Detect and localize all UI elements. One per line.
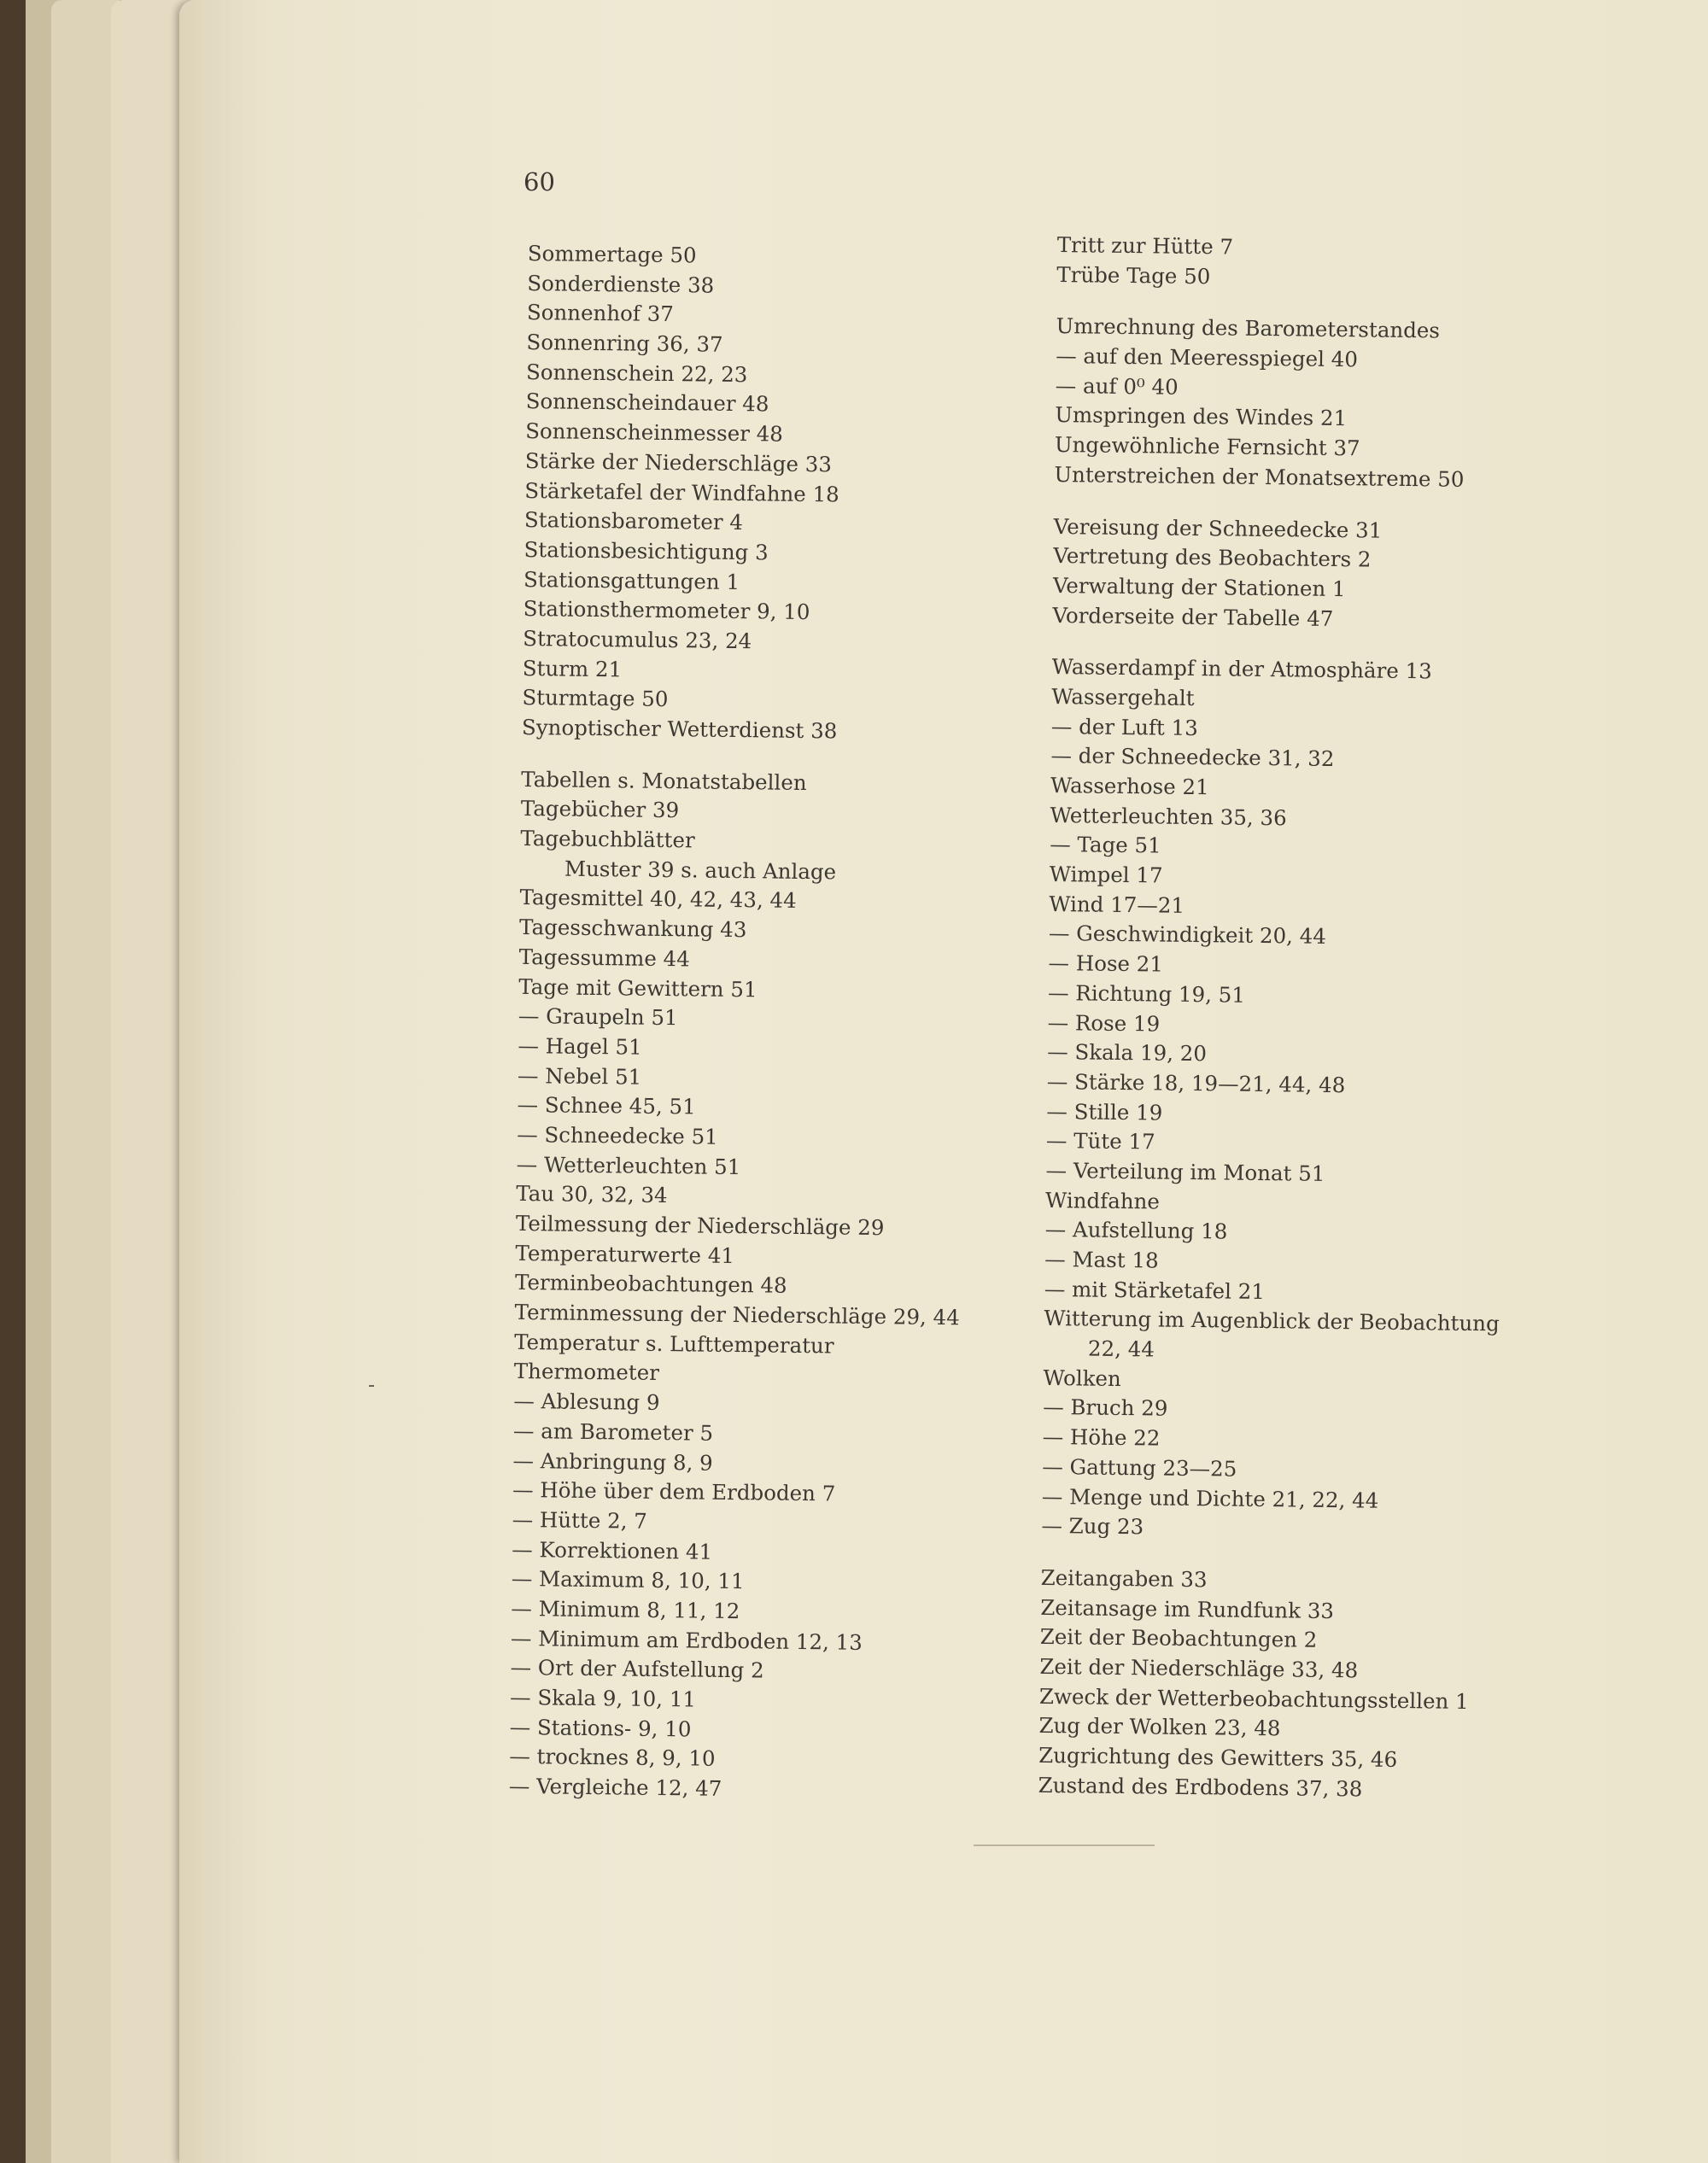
index-entry: — Nebel 51 xyxy=(517,1062,642,1090)
index-entry: Sturmtage 50 xyxy=(522,685,669,712)
index-entry: — mit Stärketafel 21 xyxy=(1044,1276,1266,1304)
index-entry: Wimpel 17 xyxy=(1049,862,1163,888)
index-entry: Temperatur s. Lufttemperatur xyxy=(514,1329,834,1359)
index-entry: — Gattung 23—25 xyxy=(1042,1453,1237,1482)
index-entry: — Tüte 17 xyxy=(1045,1128,1155,1155)
index-entry: — am Barometer 5 xyxy=(512,1418,714,1446)
index-entry: Zug der Wolken 23, 48 xyxy=(1038,1713,1281,1741)
index-entry: Sommertage 50 xyxy=(527,240,697,268)
index-entry: — Schnee 45, 51 xyxy=(517,1092,696,1119)
index-entry: — Skala 19, 20 xyxy=(1047,1039,1208,1067)
index-entry: Vereisung der Schneedecke 31 xyxy=(1053,513,1383,543)
index-entry: Umrechnung des Barometerstandes xyxy=(1056,313,1441,343)
index-column-left xyxy=(509,239,973,1807)
index-entry: Sonnenschein 22, 23 xyxy=(525,359,748,387)
index-entry: — auf 0⁰ 40 xyxy=(1055,372,1179,400)
margin-mark xyxy=(369,1385,374,1387)
index-entry: Zustand des Erdbodens 37, 38 xyxy=(1038,1772,1363,1802)
index-entry: — Skala 9, 10, 11 xyxy=(509,1684,697,1712)
index-entry-continuation: 22, 44 xyxy=(1087,1336,1155,1362)
index-entry: Stärketafel der Windfahne 18 xyxy=(524,477,839,506)
index-entry: Vorderseite der Tabelle 47 xyxy=(1052,602,1334,631)
index-entry: Stationsbarometer 4 xyxy=(524,507,744,535)
end-rule xyxy=(974,1844,1155,1846)
index-entry: Temperaturwerte 41 xyxy=(515,1240,735,1268)
index-entry: Stationsgattungen 1 xyxy=(523,566,740,594)
index-entry: Terminbeobachtungen 48 xyxy=(514,1270,787,1299)
index-entry: — Zug 23 xyxy=(1041,1513,1144,1540)
index-entry-continuation: Muster 39 s. auch Anlage xyxy=(564,856,837,885)
index-entry: Zweck der Wetterbeobachtungsstellen 1 xyxy=(1038,1683,1469,1714)
index-entry: — der Schneedecke 31, 32 xyxy=(1050,743,1335,772)
index-entry: — Hütte 2, 7 xyxy=(512,1506,648,1534)
index-entry: — Hagel 51 xyxy=(518,1032,642,1060)
index-entry: — Höhe über dem Erdboden 7 xyxy=(512,1477,836,1506)
index-entry: Sonderdienste 38 xyxy=(527,270,715,298)
index-entry: — Maximum 8, 10, 11 xyxy=(511,1566,745,1594)
index-entry: Zugrichtung des Gewitters 35, 46 xyxy=(1038,1742,1398,1772)
index-entry: Zeit der Niederschläge 33, 48 xyxy=(1039,1653,1359,1683)
index-entry: Zeitansage im Rundfunk 33 xyxy=(1040,1594,1335,1623)
index-entry: — Wetterleuchten 51 xyxy=(516,1151,741,1179)
index-entry: Windfahne xyxy=(1044,1187,1161,1214)
index-entry: Sonnenscheinmesser 48 xyxy=(525,418,784,447)
index-entry: Stationsbesichtigung 3 xyxy=(524,536,769,565)
index-entry: — Aufstellung 18 xyxy=(1044,1217,1228,1244)
index-entry: — Minimum 8, 11, 12 xyxy=(511,1595,740,1624)
index-entry: Tagesschwankung 43 xyxy=(518,915,747,943)
index-entry: Wind 17—21 xyxy=(1049,891,1185,918)
index-entry: — Anbringung 8, 9 xyxy=(512,1447,713,1476)
index-entry: Sonnenscheindauer 48 xyxy=(525,389,769,417)
index-entry: — Mast 18 xyxy=(1044,1246,1159,1273)
index-entry: Umspringen des Windes 21 xyxy=(1055,402,1348,431)
index-entry: Tau 30, 32, 34 xyxy=(516,1181,668,1208)
index-entry: — Rose 19 xyxy=(1047,1009,1161,1037)
index-column-right xyxy=(1038,231,1513,1806)
index-entry: Sonnenring 36, 37 xyxy=(526,330,723,357)
index-entry: Trübe Tage 50 xyxy=(1056,261,1211,289)
index-entry: Vertretung des Beobachters 2 xyxy=(1053,543,1372,572)
index-entry: — der Luft 13 xyxy=(1050,713,1198,740)
index-entry: Wassergehalt xyxy=(1051,683,1195,710)
index-entry: Wolken xyxy=(1043,1365,1121,1391)
index-entry: Terminmessung der Niederschläge 29, 44 xyxy=(514,1299,960,1330)
index-entry: — Höhe 22 xyxy=(1042,1424,1161,1451)
index-entry: Tagesmittel 40, 42, 43, 44 xyxy=(519,885,797,914)
index-entry: — Tage 51 xyxy=(1050,832,1161,858)
index-entry: — Stille 19 xyxy=(1046,1098,1163,1125)
index-entry: Tagessumme 44 xyxy=(518,944,690,972)
index-entry: Zeitangaben 33 xyxy=(1040,1564,1208,1593)
index-entry: — Ablesung 9 xyxy=(513,1388,660,1416)
index-entry: Wasserhose 21 xyxy=(1050,772,1209,800)
index-entry: Tagebücher 39 xyxy=(520,796,680,823)
index-entry: — Korrektionen 41 xyxy=(512,1536,713,1564)
index-entry: — Ort der Aufstellung 2 xyxy=(510,1655,764,1683)
index-entry: Sturm 21 xyxy=(522,655,623,682)
index-entry: Zeit der Beobachtungen 2 xyxy=(1039,1624,1318,1653)
page-number: 60 xyxy=(524,167,555,196)
index-entry: — Stations- 9, 10 xyxy=(509,1714,692,1742)
index-entry: — Minimum am Erdboden 12, 13 xyxy=(510,1625,863,1655)
index-entry: Tage mit Gewittern 51 xyxy=(518,973,757,1002)
index-entry: — Hose 21 xyxy=(1048,950,1164,977)
index-entry: Tritt zur Hütte 7 xyxy=(1056,231,1234,260)
index-entry: Stationsthermometer 9, 10 xyxy=(523,596,810,625)
index-entry: — Geschwindigkeit 20, 44 xyxy=(1048,921,1327,950)
index-entry: Thermometer xyxy=(513,1359,660,1386)
index-entry: — auf den Meeresspiegel 40 xyxy=(1056,343,1359,372)
index-entry: Tagebuchblätter xyxy=(520,826,695,853)
index-entry: — Graupeln 51 xyxy=(518,1003,678,1031)
index-entry: Sonnenhof 37 xyxy=(526,300,675,327)
index-entry: Verwaltung der Stationen 1 xyxy=(1052,572,1346,602)
index-entry: Synoptischer Wetterdienst 38 xyxy=(521,714,838,744)
index-entry: Stärke der Niederschläge 33 xyxy=(524,447,833,477)
index-entry: — Schneedecke 51 xyxy=(517,1121,718,1149)
index-entry: Wasserdampf in der Atmosphäre 13 xyxy=(1051,654,1432,684)
index-entry: — Richtung 19, 51 xyxy=(1047,979,1246,1008)
index-entry: Teilmessung der Niederschläge 29 xyxy=(515,1210,885,1241)
index-entry: Wetterleuchten 35, 36 xyxy=(1050,802,1287,831)
index-entry: — Bruch 29 xyxy=(1042,1394,1168,1422)
index-entry: Stratocumulus 23, 24 xyxy=(523,625,752,654)
index-entry: — trocknes 8, 9, 10 xyxy=(509,1744,716,1772)
index-entry: Witterung im Augenblick der Beobachtung xyxy=(1044,1306,1500,1336)
index-entry: Tabellen s. Monatstabellen xyxy=(521,766,807,795)
index-entry: Unterstreichen der Monatsextreme 50 xyxy=(1054,461,1465,492)
index-entry: — Stärke 18, 19—21, 44, 48 xyxy=(1046,1068,1346,1098)
index-entry: — Vergleiche 12, 47 xyxy=(508,1773,722,1801)
index-entry: — Menge und Dichte 21, 22, 44 xyxy=(1041,1483,1379,1513)
index-entry: — Verteilung im Monat 51 xyxy=(1045,1157,1325,1186)
book-edge xyxy=(0,0,26,2163)
index-entry: Ungewöhnliche Fernsicht 37 xyxy=(1054,432,1360,461)
